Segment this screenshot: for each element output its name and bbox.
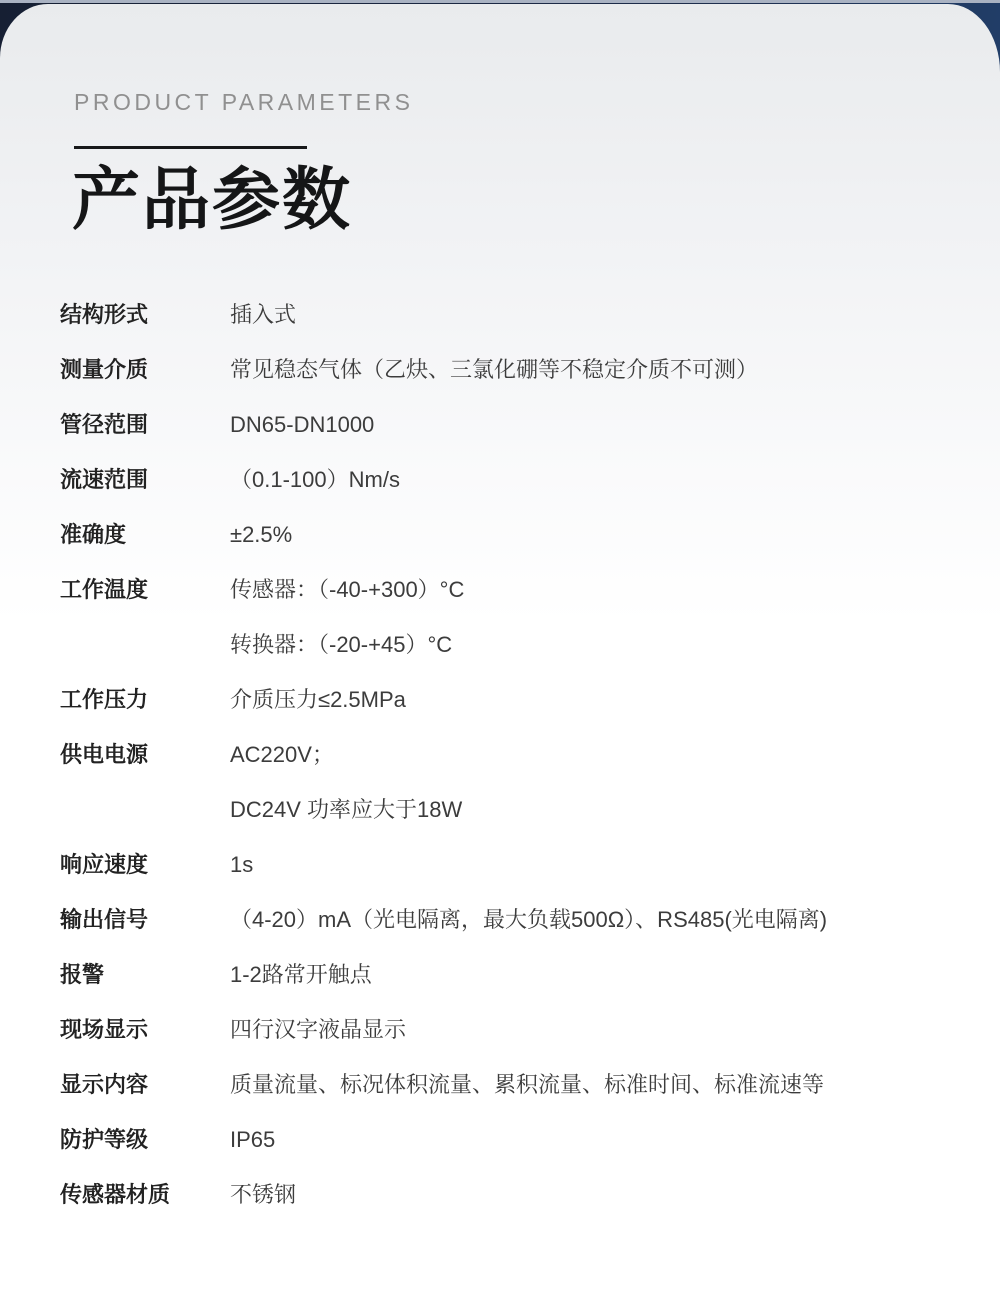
spec-row: [60, 452, 940, 507]
card-content: [0, 4, 1000, 1222]
spec-value: [230, 452, 940, 507]
spec-row: [60, 837, 940, 892]
spec-value-line: DC24V 功率应大于18W: [230, 797, 463, 822]
spec-label: 显示内容: [60, 1072, 149, 1097]
spec-row: [60, 672, 940, 727]
spec-value-line: 插入式: [230, 302, 297, 327]
spec-value-line: IP65: [230, 1127, 276, 1152]
spec-label: 输出信号: [60, 907, 149, 932]
spec-value: [230, 727, 940, 837]
spec-value-line: AC220V；: [230, 742, 334, 767]
spec-value: [230, 947, 940, 1002]
spec-list: [60, 287, 940, 1222]
spec-label: 工作温度: [60, 577, 149, 602]
spec-value-line: ±2.5%: [230, 522, 293, 547]
spec-row: [60, 342, 940, 397]
product-parameters-eyebrow: PRODUCT PARAMETERS: [74, 89, 414, 115]
top-edge-line: [0, 0, 1000, 3]
spec-row: [60, 1167, 940, 1222]
spec-row: [60, 1112, 940, 1167]
spec-label: 传感器材质: [60, 1182, 171, 1207]
spec-value-line: 四行汉字液晶显示: [230, 1017, 407, 1042]
spec-label: 测量介质: [60, 357, 149, 382]
spec-value-line: 1s: [230, 852, 254, 877]
spec-value-line: 常见稳态气体（乙炔、三氯化硼等不稳定介质不可测）: [230, 357, 759, 382]
spec-value-line: 传感器：（-40-+300）°C: [230, 577, 465, 602]
page-title: 产品参数: [72, 162, 353, 238]
spec-row: [60, 397, 940, 452]
spec-row: [60, 1057, 940, 1112]
spec-value: [230, 287, 940, 342]
spec-label: 流速范围: [60, 467, 149, 492]
spec-value: [230, 1167, 940, 1222]
content-card: [0, 4, 1000, 1293]
spec-value-line: 介质压力≤2.5MPa: [230, 687, 406, 712]
spec-value: [230, 507, 940, 562]
spec-label: 工作压力: [60, 687, 149, 712]
spec-value: [230, 342, 940, 397]
spec-value: [230, 1112, 940, 1167]
spec-label: 报警: [60, 962, 105, 987]
spec-value: [230, 837, 940, 892]
spec-value-line: DN65-DN1000: [230, 412, 375, 437]
section-header: [74, 4, 940, 239]
spec-value-line: （0.1-100）Nm/s: [230, 467, 400, 492]
spec-value-line: 质量流量、标况体积流量、累积流量、标准时间、标准流速等: [230, 1072, 825, 1097]
spec-value: [230, 1057, 940, 1112]
spec-value: [230, 397, 940, 452]
spec-value: [230, 562, 940, 672]
spec-row: [60, 947, 940, 1002]
spec-row: [60, 562, 940, 672]
spec-value-line: 不锈钢: [230, 1182, 297, 1207]
spec-value: [230, 672, 940, 727]
spec-row: [60, 727, 940, 837]
spec-label: 防护等级: [60, 1127, 149, 1152]
spec-row: [60, 287, 940, 342]
spec-value-line: 1-2路常开触点: [230, 962, 372, 987]
spec-label: 管径范围: [60, 412, 149, 437]
spec-value-line: （4-20）mA（光电隔离，最大负载500Ω）、RS485(光电隔离): [230, 907, 828, 932]
spec-label: 现场显示: [60, 1017, 149, 1042]
spec-row: [60, 507, 940, 562]
spec-label: 结构形式: [60, 302, 149, 327]
spec-row: [60, 1002, 940, 1057]
spec-row: [60, 892, 940, 947]
spec-label: 供电电源: [60, 742, 149, 767]
title-underline: [74, 146, 307, 149]
spec-label: 响应速度: [60, 852, 149, 877]
spec-label: 准确度: [60, 522, 127, 547]
spec-value: [230, 892, 940, 947]
spec-value: [230, 1002, 940, 1057]
spec-value-line: 转换器：（-20-+45）°C: [230, 632, 453, 657]
